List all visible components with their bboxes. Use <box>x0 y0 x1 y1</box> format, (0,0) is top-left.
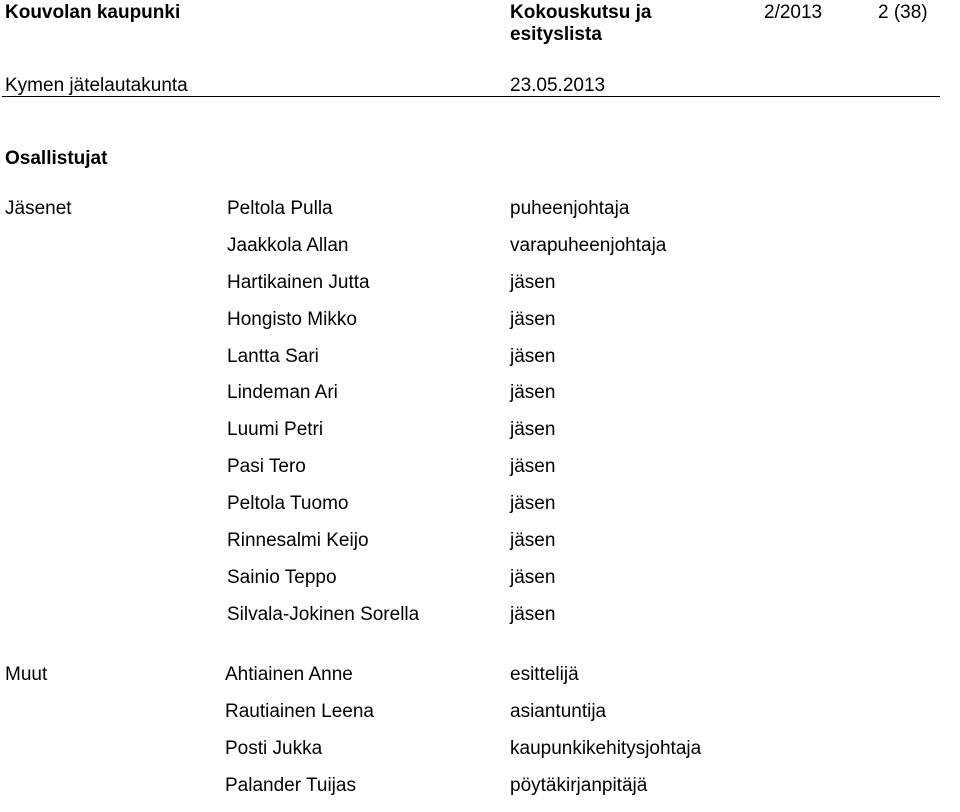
participant-role: jäsen <box>510 493 556 515</box>
members-label: Jäsenet <box>5 198 72 219</box>
participant-name: Rautiainen Leena <box>225 700 374 722</box>
participant-name: Peltola Tuomo <box>227 493 349 515</box>
others-label: Muut <box>5 664 48 685</box>
participant-role: esittelijä <box>510 664 579 685</box>
organization-name: Kouvolan kaupunki <box>5 2 181 23</box>
participant-role: pöytäkirjanpitäjä <box>510 774 648 796</box>
document-type: Kokouskutsu ja esityslista <box>510 2 652 45</box>
participant-role: jäsen <box>510 603 556 625</box>
participant-name: Silvala-Jokinen Sorella <box>227 603 420 625</box>
participant-name: Hongisto Mikko <box>227 308 357 330</box>
header-divider <box>2 96 940 97</box>
page-number: 2 (38) <box>878 2 928 23</box>
participant-role: jäsen <box>510 530 556 552</box>
meeting-date: 23.05.2013 <box>510 75 606 96</box>
participant-name: Ahtiainen Anne <box>225 664 353 685</box>
participant-role: jäsen <box>510 345 556 367</box>
section-title: Osallistujat <box>5 148 108 169</box>
participant-name: Luumi Petri <box>227 419 324 441</box>
participant-role: jäsen <box>510 271 556 293</box>
participant-role: kaupunkikehitysjohtaja <box>510 737 702 759</box>
committee-name: Kymen jätelautakunta <box>5 75 188 96</box>
participant-role: jäsen <box>510 419 556 441</box>
document-number: 2/2013 <box>764 2 823 23</box>
participant-role: jäsen <box>510 566 556 588</box>
participant-name: Lindeman Ari <box>227 382 338 404</box>
participant-name: Posti Jukka <box>225 737 323 759</box>
participant-name: Pasi Tero <box>227 456 306 478</box>
participant-name: Jaakkola Allan <box>227 234 349 256</box>
participant-role: varapuheenjohtaja <box>510 234 667 256</box>
participant-name: Sainio Teppo <box>227 566 337 588</box>
participant-role: jäsen <box>510 456 556 478</box>
participant-role: puheenjohtaja <box>510 198 630 219</box>
participant-name: Lantta Sari <box>227 345 319 367</box>
participant-name: Palander Tuijas <box>225 774 356 796</box>
participant-name: Hartikainen Jutta <box>227 271 370 293</box>
participant-role: asiantuntija <box>510 700 607 722</box>
participant-name: Rinnesalmi Keijo <box>227 530 369 552</box>
participant-role: jäsen <box>510 382 556 404</box>
participant-name: Peltola Pulla <box>227 198 333 219</box>
participant-role: jäsen <box>510 308 556 330</box>
